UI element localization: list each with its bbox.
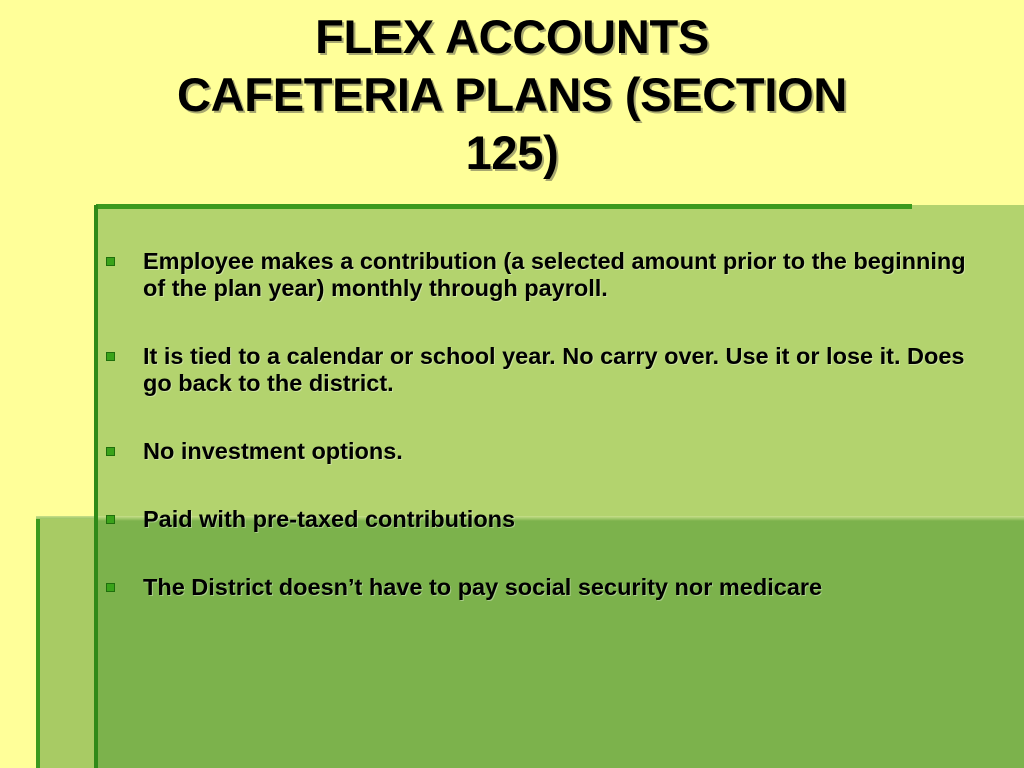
bullet-list (104, 248, 984, 601)
bullet-item (104, 506, 984, 533)
bullet-text: Employee makes a contribution (a selected amount prior to the beginning of the plan year) monthly through payroll. (143, 248, 966, 301)
left-strip-edge-line (36, 519, 40, 768)
bullet-text: The District doesn’t have to pay social security nor medicare (143, 574, 823, 600)
bullet-item (104, 343, 984, 397)
bullet-text: It is tied to a calendar or school year. No carry over. Use it or lose it. Does go back to the district. (143, 343, 965, 396)
bullet-item (104, 438, 984, 465)
title-line-2: CAFETERIA PLANS (SECTION (177, 68, 847, 121)
header-divider-line (96, 204, 912, 209)
square-bullet-icon (106, 583, 115, 592)
bullet-text: Paid with pre-taxed contributions (143, 506, 516, 532)
slide-title (40, 8, 984, 182)
bullet-text: No investment options. (143, 438, 403, 464)
background-left-strip (36, 519, 96, 768)
square-bullet-icon (106, 257, 115, 266)
bullet-item (104, 248, 984, 302)
title-line-1: FLEX ACCOUNTS (315, 10, 709, 63)
square-bullet-icon (106, 447, 115, 456)
bullet-item (104, 574, 984, 601)
square-bullet-icon (106, 515, 115, 524)
title-line-3: 125) (465, 126, 559, 179)
square-bullet-icon (106, 352, 115, 361)
vertical-divider-line (94, 205, 98, 768)
